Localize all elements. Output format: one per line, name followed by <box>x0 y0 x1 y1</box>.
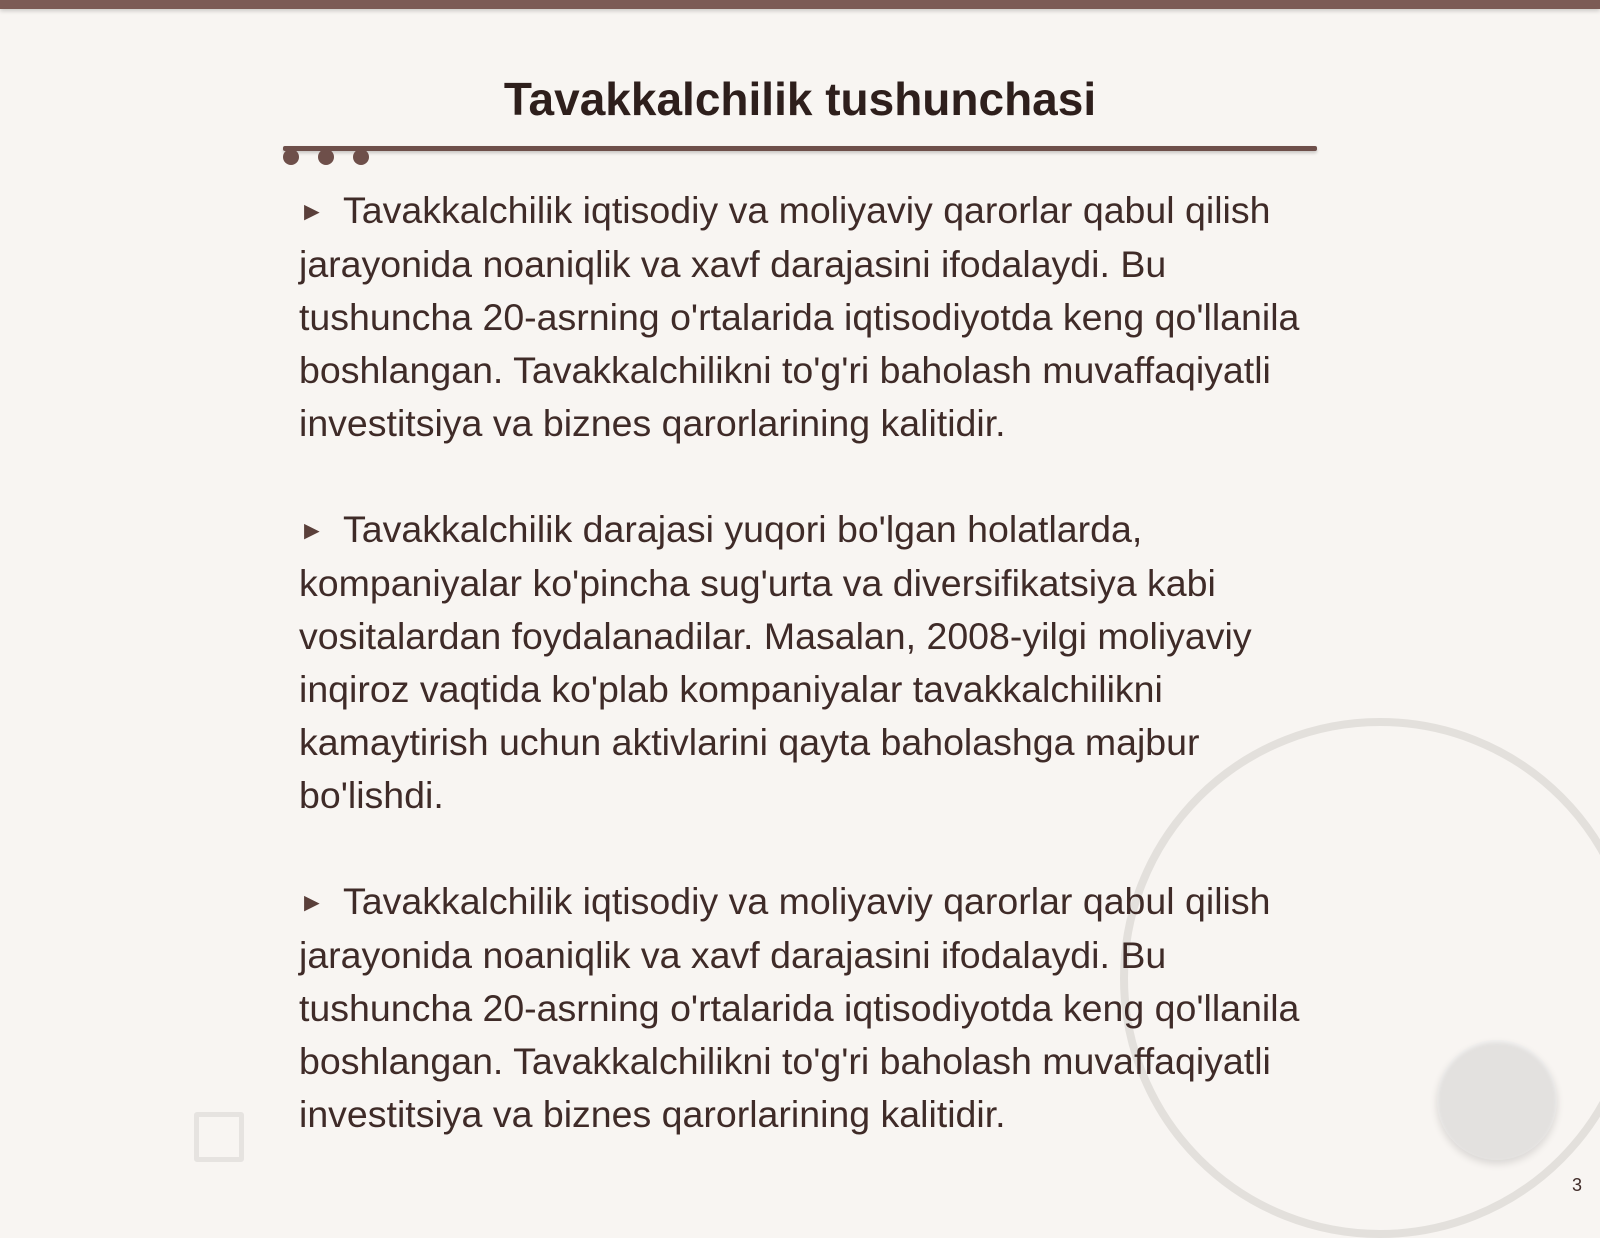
decorative-circle <box>1437 1040 1557 1160</box>
bullet-arrow-icon: ► <box>299 196 325 226</box>
decorative-square <box>194 1112 244 1162</box>
bullet-text: Tavakkalchilik darajasi yuqori bo'lgan holatlarda, kompaniyalar ko'pincha sug'urta va diversifikatsiya kabi vositalardan foydalanadilar. Masalan, 2008-yilgi moliyaviy inqiroz vaqtida ko'plab kompaniyalar tavakkalchilikni kamaytirish uchun aktivlarini qayta baholashga majbur bo'lishdi. <box>299 508 1252 816</box>
bullet-arrow-icon: ► <box>299 515 325 545</box>
slide-title: Tavakkalchilik tushunchasi <box>503 73 1097 125</box>
bullet-arrow-icon: ► <box>299 887 325 917</box>
underline-dot <box>318 149 334 165</box>
underline-dot <box>353 149 369 165</box>
slide-body <box>299 184 1319 1194</box>
title-underline <box>283 146 1317 151</box>
bullet-item <box>299 875 1319 1141</box>
underline-dot <box>283 149 299 165</box>
page-number: 3 <box>1571 1175 1582 1195</box>
top-accent-bar <box>0 0 1600 9</box>
bullet-text: Tavakkalchilik iqtisodiy va moliyaviy qarorlar qabul qilish jarayonida noaniqlik va xavf darajasini ifodalaydi. Bu tushuncha 20-asrning o'rtalarida iqtisodiyotda keng qo'llanila boshlangan. Tavakkalchilikni to'g'ri baholash muvaffaqiyatli investitsiya va biznes qarorlarining kalitidir. <box>299 189 1300 444</box>
bullet-item <box>299 503 1319 822</box>
bullet-text: Tavakkalchilik iqtisodiy va moliyaviy qarorlar qabul qilish jarayonida noaniqlik va xavf darajasini ifodalaydi. Bu tushuncha 20-asrning o'rtalarida iqtisodiyotda keng qo'llanila boshlangan. Tavakkalchilikni to'g'ri baholash muvaffaqiyatli investitsiya va biznes qarorlarining kalitidir. <box>299 880 1300 1135</box>
bullet-item <box>299 184 1319 450</box>
